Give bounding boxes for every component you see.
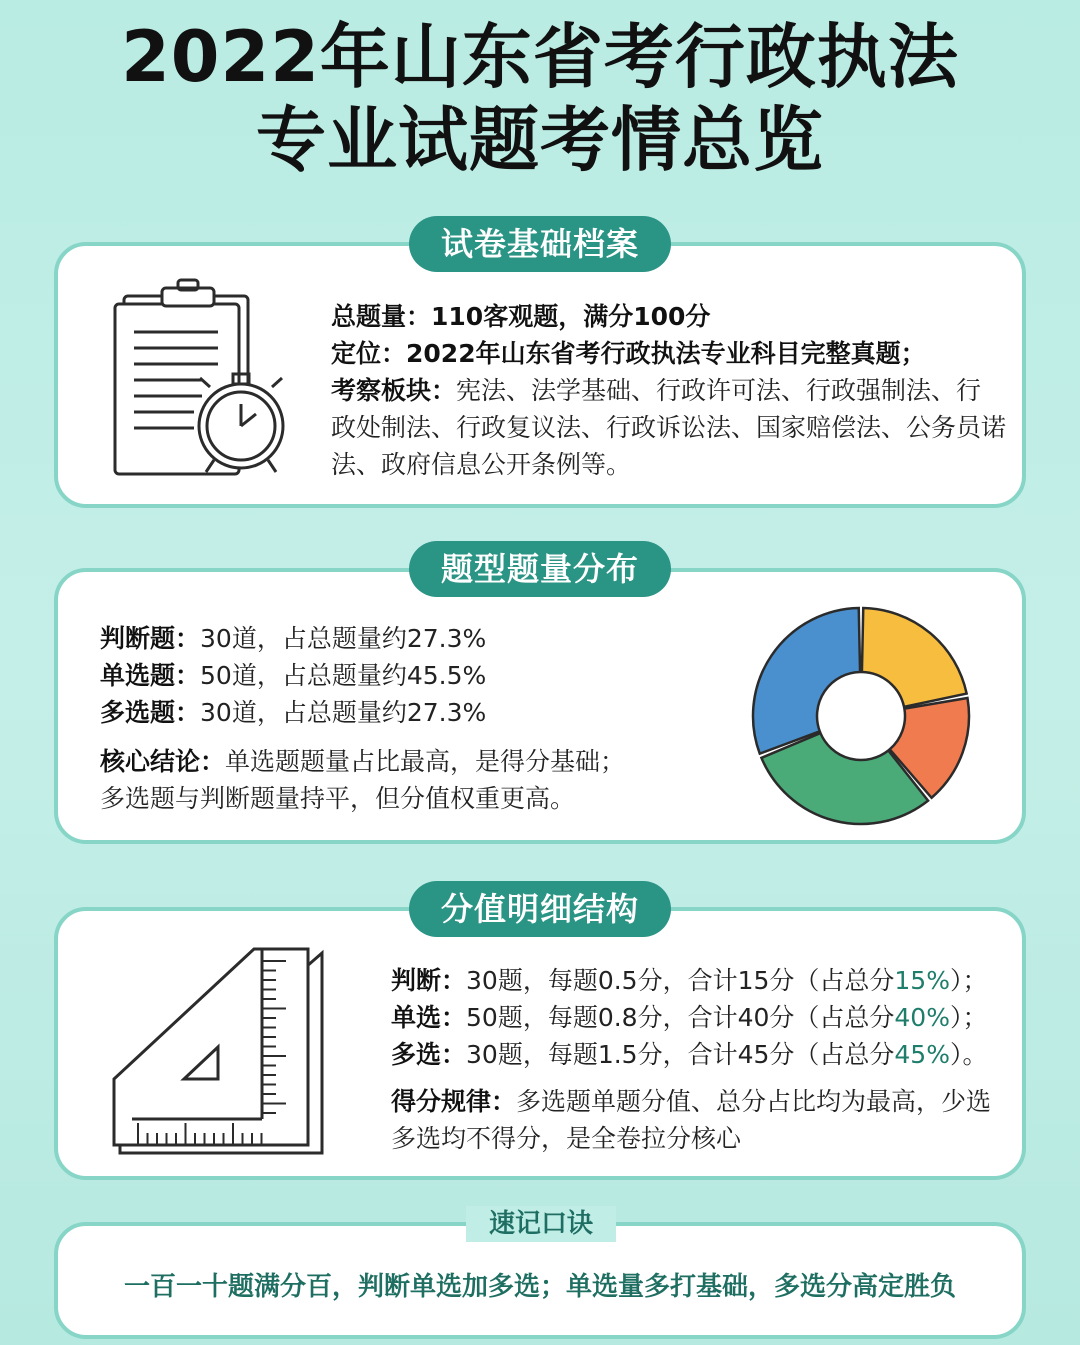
conclusion-value: 单选题题量占比最高，是得分基础； (225, 747, 626, 776)
total-value: 110客观题，满分100分 (431, 302, 711, 331)
position-label: 定位： (331, 339, 407, 368)
section-heading-score: 分值明细结构 (409, 881, 671, 937)
mnemonic-text: 一百一十题满分百，判断单选加多选；单选量多打基础，多选分高定胜负 (123, 1272, 956, 1302)
page-title-line1: 2022年山东省考行政执法 (121, 16, 959, 98)
score-row-multi: 多选：30题，每题1.5分，合计45分（占总分45%）。 (391, 1040, 988, 1069)
donut-chart (741, 596, 981, 836)
total-label: 总题量： (331, 302, 432, 331)
position-value: 2022年山东省考行政执法专业科目完整真题； (406, 339, 926, 368)
type-row-judge: 判断题：30道，占总题量约27.3% (100, 624, 487, 653)
donut-slice-0 (862, 608, 967, 707)
type-row-single: 单选题：50道，占总题量约45.5% (100, 661, 487, 690)
rule-label: 得分规律： (391, 1087, 517, 1116)
donut-slice-3 (753, 608, 860, 754)
ruler-triangle-icon (102, 939, 332, 1159)
score-row-judge: 判断：30题，每题0.5分，合计15分（占总分15%）； (391, 966, 988, 995)
section-heading-basic: 试卷基础档案 (409, 216, 671, 272)
rule-line2: 多选均不得分，是全卷拉分核心 (391, 1124, 742, 1153)
score-row-single: 单选：50题，每题0.8分，合计40分（占总分40%）； (391, 1003, 988, 1032)
section-heading-distribution: 题型题量分布 (409, 541, 671, 597)
mnemonic-label: 速记口诀 (466, 1206, 616, 1242)
type-row-multi: 多选题：30道，占总题量约27.3% (100, 698, 487, 727)
rule-value: 多选题单题分值、总分占比均为最高，少选 (516, 1087, 992, 1116)
modules-label: 考察板块： (331, 376, 457, 405)
basic-info-card (54, 242, 1026, 508)
conclusion-label: 核心结论： (100, 747, 226, 776)
conclusion-line2: 多选题与判断题量持平，但分值权重更高。 (100, 784, 576, 813)
score-structure-card (54, 907, 1026, 1180)
clipboard-stopwatch-icon (110, 274, 310, 484)
question-distribution-card (54, 568, 1026, 844)
modules-value: 宪法、法学基础、行政许可法、行政强制法、行政处制法、行政复议法、行政诉讼法、国家赔偿法、公务员诺法、政府信息公开条例等。 (331, 376, 1007, 479)
page-title-line2: 专业试题考情总览 (256, 99, 824, 181)
